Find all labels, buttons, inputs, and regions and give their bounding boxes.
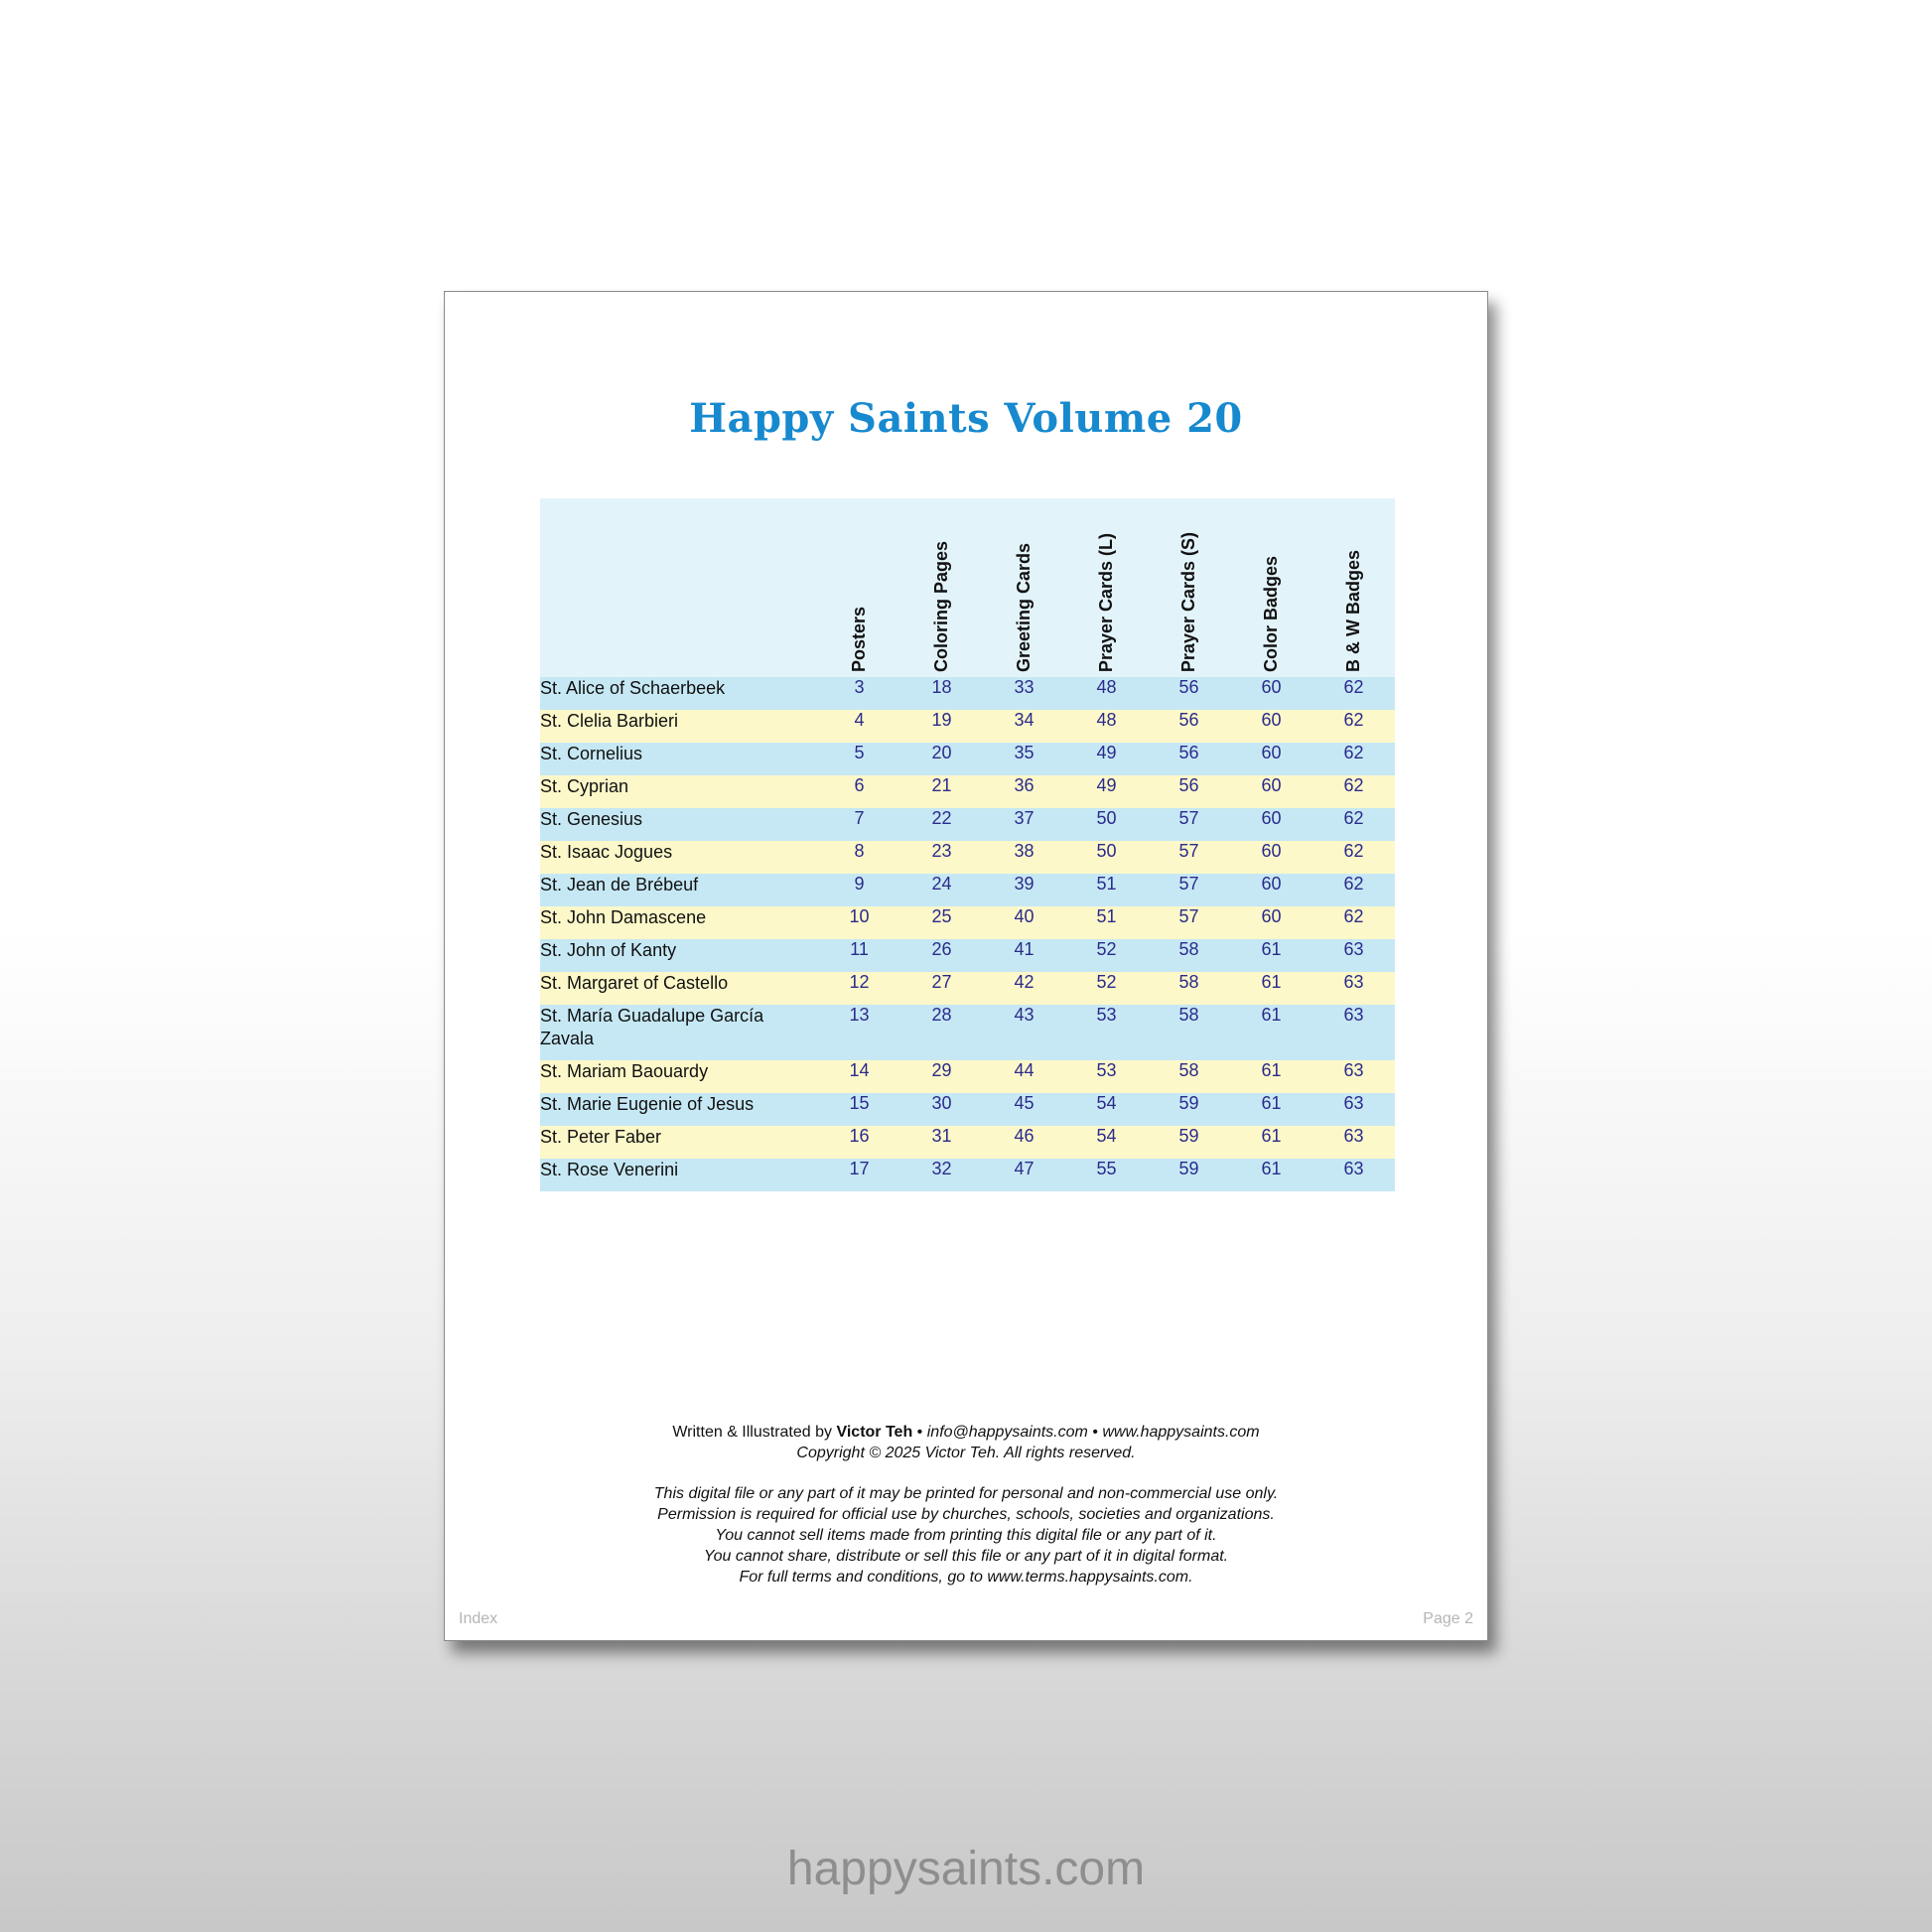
page-number-cell: 63: [1343, 1126, 1364, 1146]
page-number-cell: 37: [1014, 808, 1035, 828]
page-number-cell: 59: [1178, 1159, 1199, 1178]
document-page: [444, 291, 1488, 1641]
page-number-cell: 58: [1178, 1060, 1199, 1080]
table-row: [540, 1093, 1395, 1126]
page-number-cell: 63: [1343, 939, 1364, 959]
page-number-cell: 57: [1178, 841, 1199, 861]
page-number-cell: 29: [931, 1060, 952, 1080]
table-row: [540, 775, 1395, 808]
page-number-cell: 48: [1096, 677, 1117, 697]
page-number-cell: 41: [1014, 939, 1035, 959]
page-number-cell: 62: [1343, 841, 1364, 861]
website-text: www.happysaints.com: [1102, 1424, 1260, 1441]
page-number-cell: 63: [1343, 1159, 1364, 1178]
page-number-cell: 53: [1096, 1005, 1117, 1025]
page-number-cell: 56: [1178, 743, 1199, 762]
table-row: [540, 906, 1395, 939]
author-name: Victor Teh: [836, 1424, 913, 1441]
table-row: [540, 677, 1395, 710]
page-number-cell: 4: [854, 710, 865, 730]
table-row: [540, 743, 1395, 775]
page-number-cell: 61: [1261, 1093, 1282, 1113]
page-number-cell: 51: [1096, 906, 1117, 926]
page-number: Page 2: [1423, 1610, 1473, 1627]
table-row: [540, 1159, 1395, 1191]
page-number-cell: 59: [1178, 1126, 1199, 1146]
saint-name: St. Jean de Brébeuf: [540, 875, 699, 895]
page-number-cell: 60: [1261, 808, 1282, 828]
terms-line: Permission is required for official use by churches, schools, societies and organizations.: [657, 1506, 1275, 1523]
page-number-cell: 42: [1014, 972, 1035, 992]
page-title: Happy Saints Volume 20: [689, 395, 1243, 442]
saint-name: St. Isaac Jogues: [540, 842, 673, 862]
page-number-cell: 5: [854, 743, 865, 762]
terms-line: You cannot sell items made from printing this digital file or any part of it.: [715, 1527, 1217, 1544]
page-number-cell: 6: [854, 775, 865, 795]
page-number-cell: 50: [1096, 841, 1117, 861]
page-number-cell: 52: [1096, 939, 1117, 959]
page-number-cell: 60: [1261, 841, 1282, 861]
page-number-cell: 31: [931, 1126, 952, 1146]
saint-name: St. John of Kanty: [540, 940, 677, 960]
page-number-cell: 43: [1014, 1005, 1035, 1025]
page-number-cell: 61: [1261, 1005, 1282, 1025]
terms-line: For full terms and conditions, go to www.terms.happysaints.com.: [739, 1569, 1193, 1586]
page-number-cell: 62: [1343, 874, 1364, 894]
page-footer: [445, 1422, 1487, 1587]
table-row: [540, 808, 1395, 841]
column-header-color-badges: Color Badges: [1261, 555, 1281, 672]
table-row: [540, 1126, 1395, 1159]
page-number-cell: 63: [1343, 1093, 1364, 1113]
page-number-cell: 63: [1343, 1060, 1364, 1080]
saint-name: St. Cornelius: [540, 744, 643, 763]
page-number-cell: 58: [1178, 939, 1199, 959]
saint-name: St. Marie Eugenie of Jesus: [540, 1094, 755, 1114]
page-number-cell: 28: [931, 1005, 952, 1025]
page-number-cell: 40: [1014, 906, 1035, 926]
table-row: [540, 1060, 1395, 1093]
page-number-cell: 62: [1343, 743, 1364, 762]
terms-line: This digital file or any part of it may be printed for personal and non-commercial use only.: [653, 1485, 1279, 1502]
page-number-cell: 52: [1096, 972, 1117, 992]
page-number-cell: 56: [1178, 710, 1199, 730]
page-number-cell: 34: [1014, 710, 1035, 730]
page-number-cell: 62: [1343, 710, 1364, 730]
email-text: info@happysaints.com: [926, 1424, 1088, 1441]
copyright-line: Copyright © 2025 Victor Teh. All rights reserved.: [796, 1445, 1136, 1461]
page-number-cell: 62: [1343, 906, 1364, 926]
name-column-header: [540, 498, 818, 677]
page-number-cell: 58: [1178, 1005, 1199, 1025]
page-number-cell: 32: [931, 1159, 952, 1178]
page-number-cell: 62: [1343, 677, 1364, 697]
saint-name: St. Cyprian: [540, 776, 629, 796]
page-number-cell: 48: [1096, 710, 1117, 730]
page-number-cell: 54: [1096, 1126, 1117, 1146]
table-row: [540, 710, 1395, 743]
page-number-cell: 62: [1343, 808, 1364, 828]
page-number-cell: 15: [849, 1093, 870, 1113]
page-number-cell: 20: [931, 743, 952, 762]
page-number-cell: 10: [849, 906, 870, 926]
page-number-cell: 13: [849, 1005, 870, 1025]
page-number-cell: 60: [1261, 743, 1282, 762]
table-row: [540, 841, 1395, 874]
page-number-cell: 57: [1178, 808, 1199, 828]
column-header-coloring-pages: Coloring Pages: [931, 540, 951, 672]
credit-line: Written & Illustrated by Victor Teh • info@happysaints.com • www.happysaints.com: [672, 1424, 1260, 1441]
page-number-cell: 55: [1096, 1159, 1117, 1178]
page-number-cell: 46: [1014, 1126, 1035, 1146]
page-number-cell: 35: [1014, 743, 1035, 762]
table-row: [540, 1005, 1395, 1060]
page-number-cell: 44: [1014, 1060, 1035, 1080]
page-number-cell: 53: [1096, 1060, 1117, 1080]
page-number-cell: 63: [1343, 1005, 1364, 1025]
table-row: [540, 939, 1395, 972]
page-number-cell: 59: [1178, 1093, 1199, 1113]
page-number-cell: 49: [1096, 775, 1117, 795]
page-number-cell: 60: [1261, 710, 1282, 730]
page-number-cell: 8: [854, 841, 865, 861]
page-number-cell: 61: [1261, 972, 1282, 992]
page-number-cell: 23: [931, 841, 952, 861]
page-number-cell: 61: [1261, 1060, 1282, 1080]
page-number-cell: 60: [1261, 874, 1282, 894]
page-number-cell: 33: [1014, 677, 1035, 697]
page-number-cell: 14: [849, 1060, 870, 1080]
saint-name: St. Genesius: [540, 809, 643, 829]
page-number-cell: 18: [931, 677, 952, 697]
column-header-greeting-cards: Greeting Cards: [1014, 542, 1034, 672]
saint-name: St. John Damascene: [540, 907, 707, 927]
page-number-cell: 26: [931, 939, 952, 959]
page-number-cell: 60: [1261, 775, 1282, 795]
page-number-cell: 19: [931, 710, 952, 730]
page-number-cell: 3: [854, 677, 865, 697]
page-number-cell: 61: [1261, 939, 1282, 959]
page-number-cell: 24: [931, 874, 952, 894]
page-number-cell: 21: [931, 775, 952, 795]
column-header-prayer-cards-s: Prayer Cards (S): [1178, 531, 1198, 672]
page-number-cell: 27: [931, 972, 952, 992]
page-number-cell: 16: [849, 1126, 870, 1146]
page-number-cell: 7: [854, 808, 865, 828]
page-number-cell: 49: [1096, 743, 1117, 762]
page-number-cell: 63: [1343, 972, 1364, 992]
page-number-cell: 58: [1178, 972, 1199, 992]
page-number-cell: 9: [854, 874, 865, 894]
table-header-row: [540, 498, 1395, 677]
table-row: [540, 874, 1395, 906]
page-number-cell: 25: [931, 906, 952, 926]
page-number-cell: 47: [1014, 1159, 1035, 1178]
table-row: [540, 972, 1395, 1005]
page-number-cell: 54: [1096, 1093, 1117, 1113]
column-header-posters: Posters: [849, 606, 869, 672]
saint-name: St. Rose Venerini: [540, 1160, 679, 1179]
column-header-bw-badges: B & W Badges: [1343, 549, 1363, 672]
page-number-cell: 51: [1096, 874, 1117, 894]
page-number-cell: 39: [1014, 874, 1035, 894]
column-header-prayer-cards-l: Prayer Cards (L): [1096, 532, 1116, 672]
page-number-cell: 61: [1261, 1159, 1282, 1178]
saint-name: St. Mariam Baouardy: [540, 1061, 709, 1081]
page-number-cell: 57: [1178, 906, 1199, 926]
page-number-cell: 36: [1014, 775, 1035, 795]
site-watermark: happysaints.com: [786, 1843, 1146, 1895]
saint-name: St. Margaret of Castello: [540, 973, 729, 993]
saint-name: St. Clelia Barbieri: [540, 711, 679, 731]
page-number-cell: 56: [1178, 677, 1199, 697]
page-number-cell: 45: [1014, 1093, 1035, 1113]
page-number-cell: 62: [1343, 775, 1364, 795]
page-number-cell: 50: [1096, 808, 1117, 828]
page-number-cell: 17: [849, 1159, 870, 1178]
page-number-cell: 30: [931, 1093, 952, 1113]
page-number-cell: 57: [1178, 874, 1199, 894]
page-number-cell: 56: [1178, 775, 1199, 795]
page-number-cell: 22: [931, 808, 952, 828]
terms-line: You cannot share, distribute or sell this file or any part of it in digital format.: [703, 1548, 1229, 1565]
page-number-cell: 60: [1261, 906, 1282, 926]
saint-name: St. Peter Faber: [540, 1127, 662, 1147]
saint-name: St. María Guadalupe García Zavala: [540, 1006, 764, 1048]
index-table: [540, 498, 1395, 1191]
page-number-cell: 60: [1261, 677, 1282, 697]
saint-name: St. Alice of Schaerbeek: [540, 678, 726, 698]
section-label: Index: [459, 1610, 498, 1627]
page-number-cell: 38: [1014, 841, 1035, 861]
page-number-cell: 61: [1261, 1126, 1282, 1146]
page-number-cell: 11: [850, 939, 869, 959]
page-number-cell: 12: [849, 972, 870, 992]
